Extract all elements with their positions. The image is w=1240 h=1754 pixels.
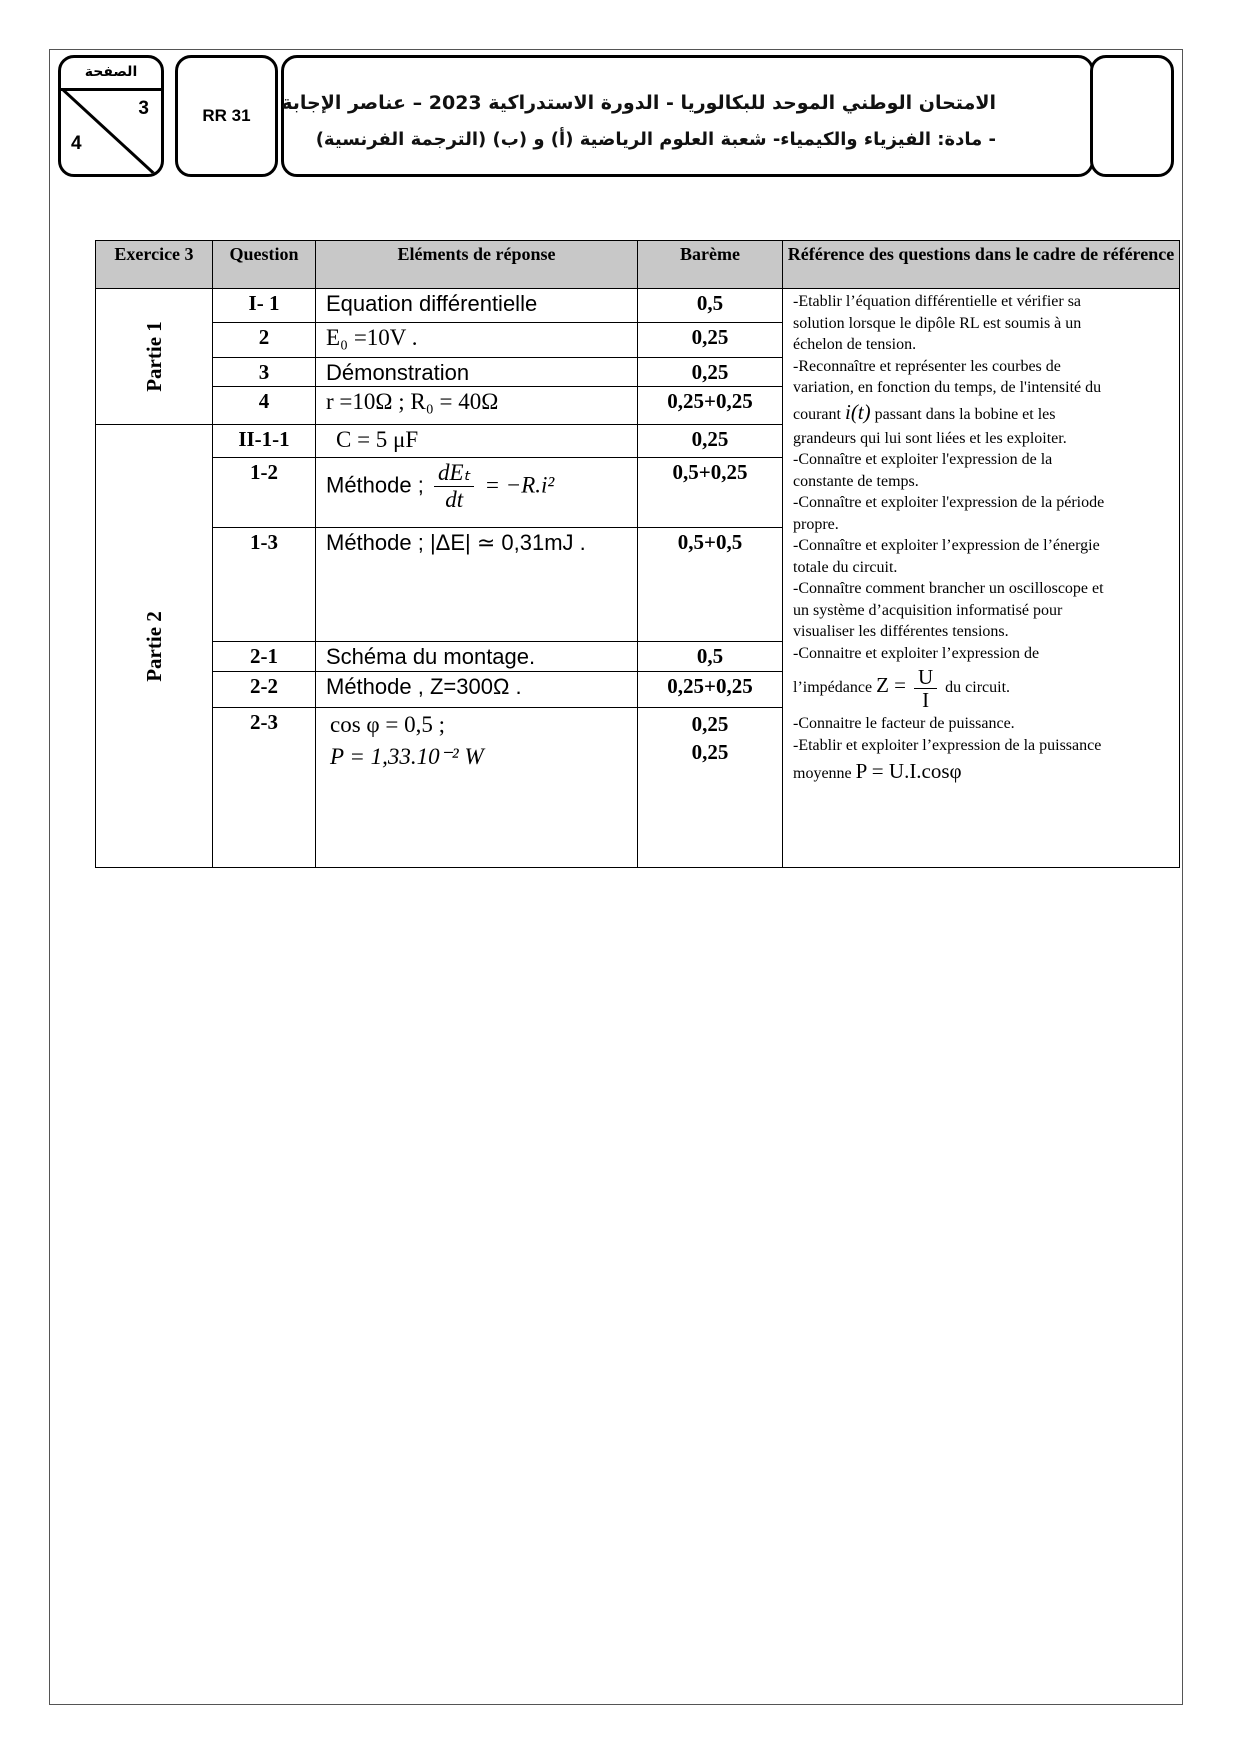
exam-subject: - مادة: الفيزياء والكيمياء- شعبة العلوم الرياضية (أ) و (ب) (الترجمة الفرنسية) [315, 129, 996, 150]
page-label: الصفحة [61, 58, 161, 91]
question-cell: 1-2 [213, 458, 316, 528]
part2-label: Partie 2 [141, 610, 166, 682]
reference-cell [783, 289, 1180, 868]
energy-derivative-fraction [434, 460, 474, 513]
reference-text: moyenne [793, 765, 852, 782]
page-total: 4 [71, 133, 82, 154]
blank-box [1090, 55, 1174, 177]
answer-value: C = 5 μF [336, 427, 419, 452]
reference-line: propre. [793, 515, 839, 533]
scale-cell: 0,25 [638, 323, 783, 358]
answer-value: = −R.i² [484, 472, 555, 498]
table-row [96, 289, 1180, 323]
reference-text: passant dans la bobine et les [874, 405, 1056, 423]
reference-line: visualiser les différentes tensions. [793, 623, 1009, 640]
page-number: 3 [138, 98, 149, 119]
fraction-numerator: U [914, 666, 937, 689]
header-reference: Référence des questions dans le cadre de référence [783, 241, 1180, 289]
scale-cell: 0,25 [638, 425, 783, 458]
scale-cell: 0,5 [638, 642, 783, 672]
reference-line: -Connaitre le facteur de puissance. [793, 715, 1015, 732]
reference-line [793, 666, 1171, 711]
header-answer: Eléments de réponse [316, 241, 638, 289]
question-cell: 1-3 [213, 528, 316, 642]
impedance-fraction [914, 666, 937, 711]
answer-cell [316, 425, 638, 458]
reference-text: courant [793, 405, 841, 423]
reference-line: -Reconnaître et représenter les courbes de [793, 357, 1061, 375]
question-cell: 4 [213, 387, 316, 425]
reference-line: -Connaître et exploiter l'expression de la période [793, 494, 1105, 511]
fraction-denominator: I [922, 688, 930, 712]
reference-line: grandeurs qui lui sont liées et les exploiter. [793, 429, 1067, 447]
answer-value: E₀ =10V . [326, 325, 418, 350]
reference-line: -Connaitre et exploiter l’expression de [793, 644, 1040, 662]
question-cell: 2 [213, 323, 316, 358]
answer-cell [316, 323, 638, 358]
answer-prefix: Méthode ; [326, 472, 424, 498]
reference-line: -Connaître et exploiter l'expression de la [793, 451, 1053, 468]
scale-cell: 0,25+0,25 [638, 672, 783, 708]
impedance-symbol: Z = [876, 673, 906, 698]
reference-line: -Etablir l’équation différentielle et vérifier sa [793, 293, 1082, 310]
reference-line [793, 756, 1171, 789]
exam-title-box [281, 55, 1094, 177]
reference-text: l’impédance [793, 679, 873, 697]
reference-line: constante de temps. [793, 472, 919, 490]
reference-line: échelon de tension. [793, 336, 917, 353]
answer-cell [316, 458, 638, 528]
answer-value: P = 1,33.10⁻² W [330, 744, 484, 769]
scale-value: 0,25 [691, 712, 729, 736]
scale-cell: 0,25+0,25 [638, 387, 783, 425]
reference-line: un système d’acquisition informatisé pour [793, 601, 1063, 619]
scale-value: 0,25 [691, 740, 729, 764]
scale-cell: 0,5 [638, 289, 783, 323]
header-scale: Barème [638, 241, 783, 289]
fraction-denominator: dt [445, 487, 464, 512]
reference-line: -Etablir et exploiter l’expression de la puissance [793, 736, 1102, 754]
answer-cell [316, 528, 638, 642]
header-exercise: Exercice 3 [96, 241, 213, 289]
question-cell: 3 [213, 358, 316, 387]
fraction-numerator: dEₜ [434, 460, 474, 487]
part2-cell [96, 425, 213, 868]
answer-cell [316, 708, 638, 868]
reference-line: variation, en fonction du temps, de l'intensité du [793, 379, 1102, 396]
question-cell: II-1-1 [213, 425, 316, 458]
answer-cell: Méthode , Z=300Ω . [316, 672, 638, 708]
answer-value: r =10Ω ; R₀ = 40Ω [326, 389, 499, 414]
answer-value: Méthode ; |ΔE| ≃ 0,31mJ . [326, 530, 586, 555]
exam-title: الامتحان الوطني الموحد للبكالوريا - الدورة الاستدراكية 2023 – عناصر الإجابة [281, 92, 996, 114]
answer-cell: Démonstration [316, 358, 638, 387]
reference-line: solution lorsque le dipôle RL est soumis à un [793, 314, 1082, 332]
answer-cell: Equation différentielle [316, 289, 638, 323]
table-header-row [96, 241, 1180, 289]
page-number-box [58, 55, 164, 177]
answer-cell [316, 387, 638, 425]
exam-code: RR 31 [175, 55, 278, 177]
question-cell: 2-2 [213, 672, 316, 708]
question-cell: 2-3 [213, 708, 316, 868]
reference-text: du circuit. [945, 679, 1011, 697]
answer-value: cos φ = 0,5 ; [330, 712, 446, 737]
scale-cell: 0,5+0,5 [638, 528, 783, 642]
question-cell: I- 1 [213, 289, 316, 323]
header-question: Question [213, 241, 316, 289]
reference-line: totale du circuit. [793, 558, 898, 576]
reference-line [793, 399, 1171, 428]
reference-line: -Connaître comment brancher un oscilloscope et [793, 580, 1104, 597]
part1-label: Partie 1 [141, 321, 166, 392]
scale-cell: 0,5+0,25 [638, 458, 783, 528]
question-cell: 2-1 [213, 642, 316, 672]
scale-cell: 0,25 [638, 358, 783, 387]
scale-cell [638, 708, 783, 868]
answer-table [95, 240, 1180, 868]
reference-line: -Connaître et exploiter l’expression de l’énergie [793, 537, 1100, 554]
answer-cell: Schéma du montage. [316, 642, 638, 672]
power-formula: P = U.I.cosφ [855, 759, 962, 783]
part1-cell [96, 289, 213, 425]
current-symbol: i(t) [844, 399, 871, 424]
